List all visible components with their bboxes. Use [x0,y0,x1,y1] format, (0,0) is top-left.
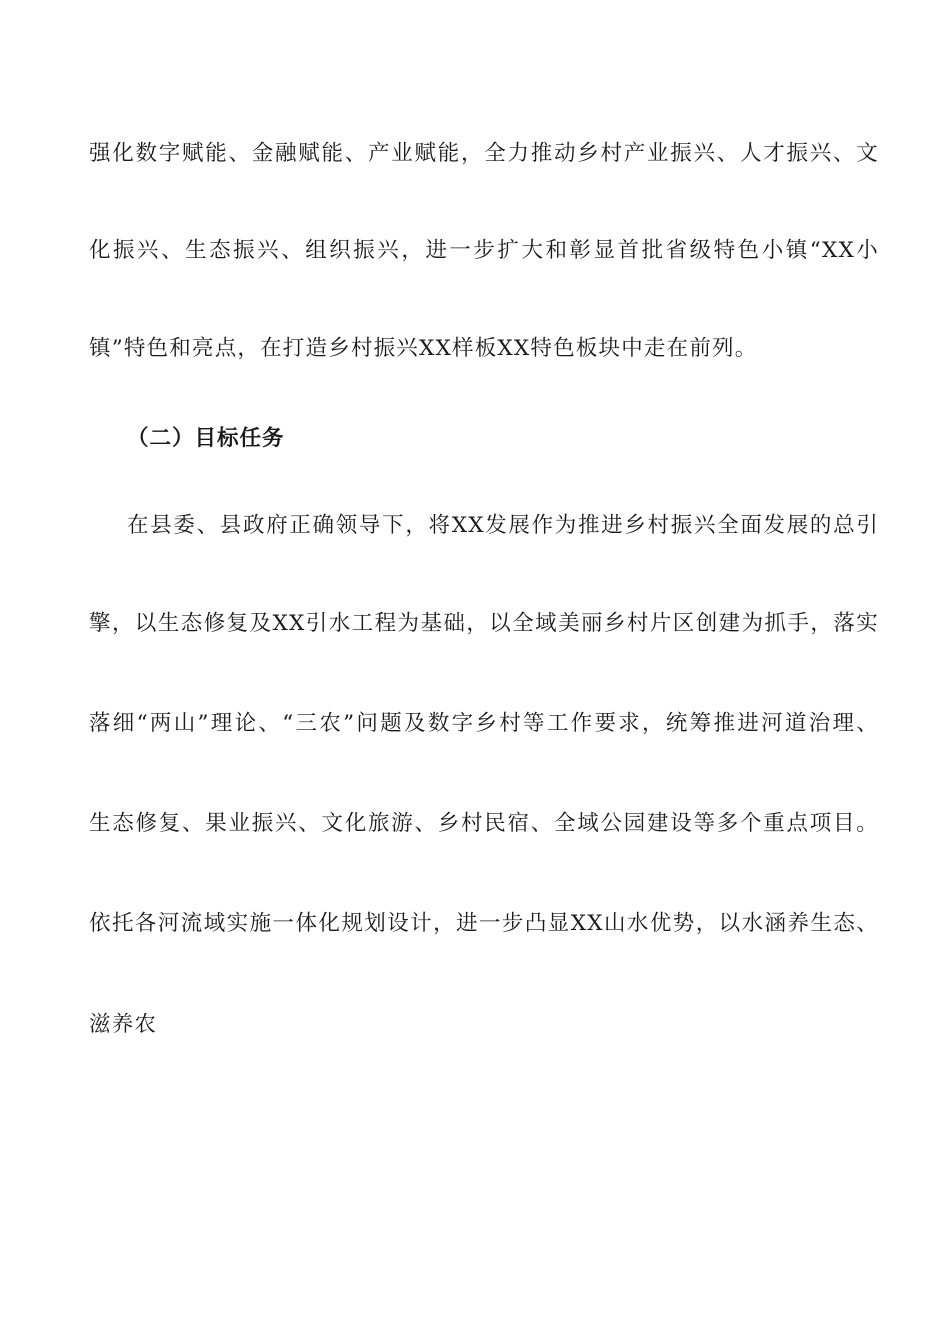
paragraph-1-line-2: 化振兴、生态振兴、组织振兴，进一步扩大和彰显首批省级特色小镇“XX小 [89,238,879,263]
paragraph-1-line-1: 强化数字赋能、金融赋能、产业赋能，全力推动乡村产业振兴、人才振兴、文 [89,141,879,166]
paragraph-1-line-3: 镇”特色和亮点，在打造乡村振兴XX样板XX特色板块中走在前列。 [89,336,758,361]
paragraph-2-line-3: 落细“两山”理论、“三农”问题及数字乡村等工作要求，统筹推进河道治理、 [89,711,879,736]
paragraph-2-line-2: 擎，以生态修复及XX引水工程为基础，以全域美丽乡村片区创建为抓手，落实 [89,611,879,636]
paragraph-2-line-1: 在县委、县政府正确领导下，将XX发展作为推进乡村振兴全面发展的总引 [127,513,879,538]
paragraph-2-line-6: 滋养农 [89,1012,158,1037]
section-heading: （二）目标任务 [127,426,285,451]
paragraph-2-line-4: 生态修复、果业振兴、文化旅游、乡村民宿、全域公园建设等多个重点项目。 [89,811,879,836]
paragraph-2-line-5: 依托各河流域实施一体化规划设计，进一步凸显XX山水优势，以水涵养生态、 [89,911,879,936]
